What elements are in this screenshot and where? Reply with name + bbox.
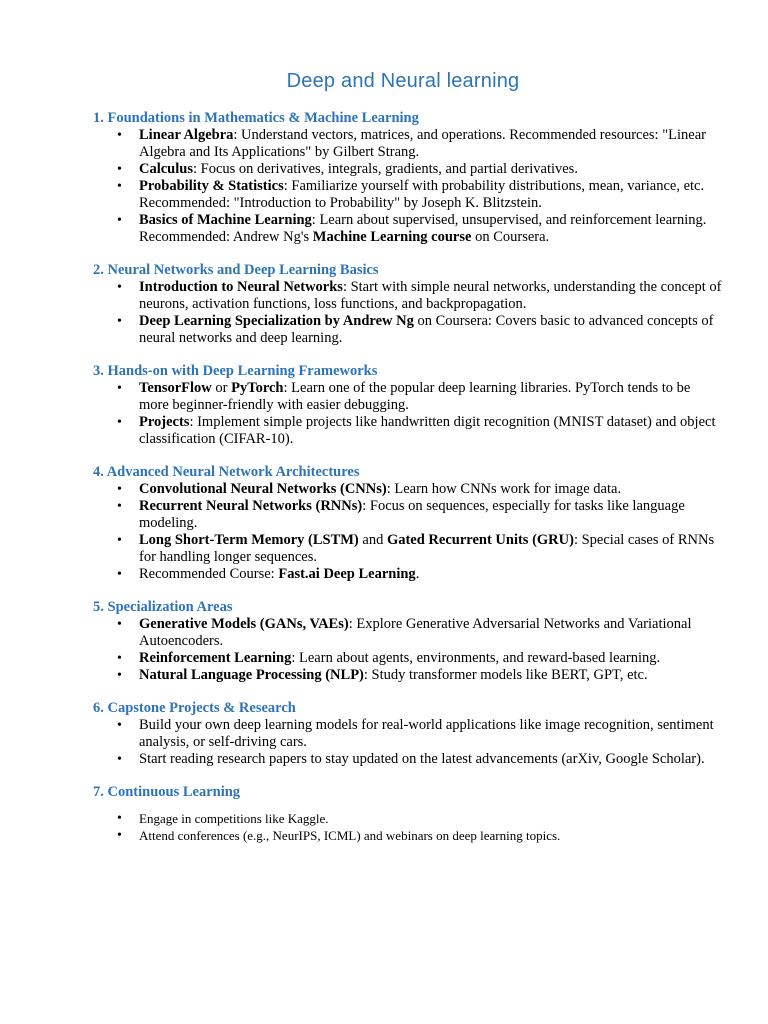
bullet-list (92, 481, 722, 583)
section-1 (92, 110, 722, 246)
bold-term: Long Short-Term Memory (LSTM) (139, 532, 359, 548)
list-item (92, 811, 722, 828)
bullet-icon: • (117, 162, 122, 177)
item-text: : Special cases of RNNs for handling longer sequences. (139, 532, 715, 565)
bullet-icon: • (117, 668, 122, 683)
bullet-icon: • (117, 213, 122, 228)
bullet-list (92, 279, 722, 347)
bullet-icon: • (117, 381, 122, 396)
bold-term: Machine Learning course (312, 229, 472, 245)
item-text: : Start with simple neural networks, understanding the concept of neurons, activation functions, loss functions, and backpropagation. (139, 279, 722, 312)
list-item (92, 161, 722, 178)
item-text: Engage in competitions like Kaggle. (139, 811, 329, 826)
section-heading: 2. Neural Networks and Deep Learning Basics (93, 262, 379, 278)
bullet-list (92, 380, 722, 448)
list-item (92, 667, 722, 684)
bullet-icon: • (117, 128, 122, 143)
bullet-icon: • (117, 827, 122, 843)
list-item (92, 566, 722, 583)
bullet-list (92, 127, 722, 246)
item-text: : Learn about agents, environments, and reward-based learning. (291, 650, 661, 666)
bullet-icon: • (117, 617, 122, 632)
item-text: : Study transformer models like BERT, GPT, etc. (363, 667, 648, 683)
section-heading: 7. Continuous Learning (93, 784, 241, 800)
bullet-icon: • (117, 179, 122, 194)
bullet-icon: • (117, 752, 122, 767)
section-7 (92, 784, 722, 844)
list-item (92, 414, 722, 448)
bullet-icon: • (117, 811, 122, 826)
list-item (92, 279, 722, 313)
item-text: : Focus on sequences, especially for tasks like language modeling. (139, 498, 685, 531)
item-text: Build your own deep learning models for real-world applications like image recognition, sentiment analysis, or self-driving cars. (139, 717, 714, 750)
list-item (92, 127, 722, 161)
bold-term: PyTorch (231, 380, 284, 396)
item-text: on Coursera: Covers basic to advanced concepts of neural networks and deep learning. (139, 313, 714, 346)
item-text: : Explore Generative Adversarial Networks and Variational Autoencoders. (139, 616, 692, 649)
section-heading: 1. Foundations in Mathematics & Machine Learning (93, 110, 419, 126)
list-item (92, 481, 722, 498)
list-item (92, 212, 722, 246)
list-item (92, 616, 722, 650)
bold-term: Calculus (139, 161, 193, 177)
list-item (92, 650, 722, 667)
bullet-icon: • (117, 651, 122, 666)
item-text: : Learn how CNNs work for image data. (386, 481, 622, 497)
bold-term: Linear Algebra (139, 127, 234, 143)
list-item (92, 380, 722, 414)
bold-term: Recurrent Neural Networks (RNNs) (139, 498, 363, 514)
bullet-icon: • (117, 499, 122, 514)
bullet-icon: • (117, 718, 122, 733)
bold-term: TensorFlow (139, 380, 212, 396)
item-text: on Coursera. (471, 229, 550, 245)
document-title: Deep and Neural learning (286, 70, 520, 92)
section-heading: 6. Capstone Projects & Research (93, 700, 296, 716)
bullet-icon: • (117, 482, 122, 497)
bold-term: Deep Learning Specialization by Andrew Ng (139, 313, 414, 329)
item-text: Attend conferences (e.g., NeurIPS, ICML) and webinars on deep learning topics. (139, 827, 561, 843)
document-body (92, 110, 722, 860)
item-text: . (415, 566, 420, 582)
bold-term: Reinforcement Learning (139, 650, 292, 666)
item-text: : Understand vectors, matrices, and operations. Recommended resources: "Linear Algebra and Its Applications" by Gilbert Strang. (139, 127, 706, 160)
bullet-list (92, 811, 722, 844)
bold-term: Gated Recurrent Units (GRU) (386, 532, 574, 548)
bold-term: Introduction to Neural Networks (139, 279, 343, 295)
list-item (92, 498, 722, 532)
section-heading: 3. Hands-on with Deep Learning Frameworks (93, 363, 378, 379)
bullet-icon: • (117, 567, 122, 582)
bold-term: Natural Language Processing (NLP) (139, 667, 364, 683)
bullet-list (92, 616, 722, 684)
section-3 (92, 363, 722, 448)
bullet-icon: • (117, 415, 122, 430)
list-item (92, 828, 722, 845)
item-text: Start reading research papers to stay updated on the latest advancements (arXiv, Google Scholar). (139, 751, 705, 767)
bullet-icon: • (117, 533, 122, 548)
list-item (92, 532, 722, 566)
section-4 (92, 464, 722, 583)
item-text: : Learn about supervised, unsupervised, and reinforcement learning. Recommended: Andrew Ng's (139, 212, 707, 245)
bold-term: Fast.ai Deep Learning (278, 566, 416, 582)
section-6 (92, 700, 722, 768)
bold-term: Projects (139, 414, 190, 430)
item-text: : Implement simple projects like handwritten digit recognition (MNIST dataset) and object classification (CIFAR-10). (139, 414, 716, 447)
section-heading: 5. Specialization Areas (93, 599, 233, 615)
list-item (92, 178, 722, 212)
section-5 (92, 599, 722, 684)
bold-term: Generative Models (GANs, VAEs) (139, 616, 349, 632)
bold-term: Convolutional Neural Networks (CNNs) (139, 481, 387, 497)
bullet-icon: • (117, 280, 122, 295)
bullet-icon: • (117, 314, 122, 329)
item-text: and (358, 532, 387, 548)
item-text: : Focus on derivatives, integrals, gradients, and partial derivatives. (193, 161, 578, 177)
bold-term: Probability & Statistics (139, 178, 284, 194)
list-item (92, 313, 722, 347)
list-item (92, 717, 722, 751)
bold-term: Basics of Machine Learning (139, 212, 312, 228)
item-text: or (211, 380, 232, 396)
bullet-list (92, 717, 722, 768)
item-text: Recommended Course: (139, 566, 279, 582)
section-heading: 4. Advanced Neural Network Architectures (93, 464, 360, 480)
list-item (92, 751, 722, 768)
item-text: : Familiarize yourself with probability distributions, mean, variance, etc. Recommended: "Introduction to Probability" by Joseph K. Blitzstein. (139, 178, 705, 211)
item-text: : Learn one of the popular deep learning libraries. PyTorch tends to be more beginner-friendly with easier debugging. (139, 380, 691, 413)
section-2 (92, 262, 722, 347)
